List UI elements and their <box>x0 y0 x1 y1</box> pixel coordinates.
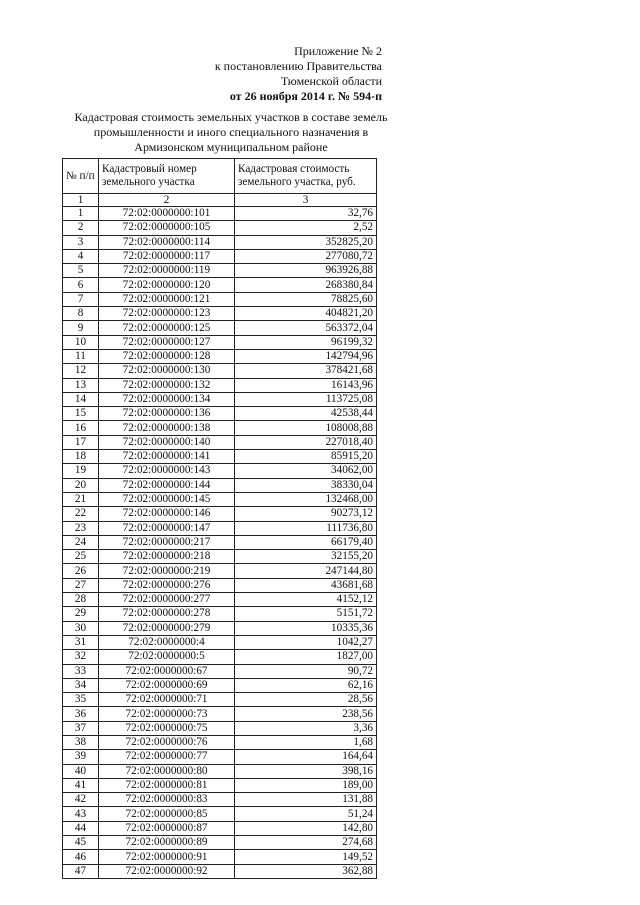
row-number: 37 <box>63 721 99 735</box>
cadastral-value: 96199,32 <box>235 335 377 349</box>
document-title <box>66 110 396 155</box>
table-row <box>63 307 377 321</box>
table-row <box>63 664 377 678</box>
row-number: 9 <box>63 321 99 335</box>
cadastral-number: 72:02:0000000:219 <box>99 564 235 578</box>
row-number: 42 <box>63 793 99 807</box>
cadastral-number: 72:02:0000000:121 <box>99 292 235 306</box>
row-number: 29 <box>63 607 99 621</box>
table-row <box>63 492 377 506</box>
table-body <box>63 207 377 879</box>
row-number: 32 <box>63 650 99 664</box>
cadastral-number: 72:02:0000000:76 <box>99 735 235 749</box>
row-number: 8 <box>63 307 99 321</box>
table-row <box>63 564 377 578</box>
cadastral-number: 72:02:0000000:134 <box>99 392 235 406</box>
cadastral-value: 90,72 <box>235 664 377 678</box>
table-row <box>63 392 377 406</box>
cadastral-value: 111736,80 <box>235 521 377 535</box>
table-row <box>63 335 377 349</box>
cadastral-value: 149,52 <box>235 850 377 864</box>
table-row <box>63 249 377 263</box>
cadastral-number: 72:02:0000000:77 <box>99 750 235 764</box>
cadastral-value: 32,76 <box>235 207 377 221</box>
cadastral-value: 78825,60 <box>235 292 377 306</box>
cadastral-number: 72:02:0000000:278 <box>99 607 235 621</box>
cadastral-number: 72:02:0000000:128 <box>99 349 235 363</box>
row-number: 6 <box>63 278 99 292</box>
cadastral-number: 72:02:0000000:71 <box>99 693 235 707</box>
table-row <box>63 707 377 721</box>
cadastral-value: 4152,12 <box>235 593 377 607</box>
table-row <box>63 550 377 564</box>
title-line-3: Армизонском муниципальном районе <box>134 140 328 154</box>
cadastral-value: 16143,96 <box>235 378 377 392</box>
row-number: 7 <box>63 292 99 306</box>
table-row <box>63 693 377 707</box>
cadastral-value: 164,64 <box>235 750 377 764</box>
row-number: 27 <box>63 578 99 592</box>
cadastral-number: 72:02:0000000:4 <box>99 635 235 649</box>
cadastral-value: 131,88 <box>235 793 377 807</box>
row-number: 38 <box>63 735 99 749</box>
cadastral-number: 72:02:0000000:279 <box>99 621 235 635</box>
row-number: 24 <box>63 535 99 549</box>
header-cadastral-number: Кадастровый номер земельного участка <box>99 159 235 194</box>
cadastral-number: 72:02:0000000:147 <box>99 521 235 535</box>
row-number: 25 <box>63 550 99 564</box>
cadastral-number: 72:02:0000000:89 <box>99 836 235 850</box>
cadastral-number: 72:02:0000000:92 <box>99 864 235 878</box>
cadastral-number: 72:02:0000000:141 <box>99 450 235 464</box>
table-row <box>63 793 377 807</box>
row-number: 46 <box>63 850 99 864</box>
row-number: 23 <box>63 521 99 535</box>
table-row <box>63 521 377 535</box>
cadastral-value: 66179,40 <box>235 535 377 549</box>
row-number: 44 <box>63 821 99 835</box>
row-number: 35 <box>63 693 99 707</box>
table-row <box>63 478 377 492</box>
row-number: 12 <box>63 364 99 378</box>
cadastral-number: 72:02:0000000:125 <box>99 321 235 335</box>
row-number: 4 <box>63 249 99 263</box>
cadastral-number: 72:02:0000000:136 <box>99 407 235 421</box>
table-row <box>63 435 377 449</box>
column-index-2: 2 <box>99 194 235 207</box>
cadastral-value: 142794,96 <box>235 349 377 363</box>
cadastral-number: 72:02:0000000:127 <box>99 335 235 349</box>
appendix-number: Приложение № 2 <box>294 44 382 58</box>
cadastral-value: 142,80 <box>235 821 377 835</box>
cadastral-value-table <box>62 158 377 879</box>
cadastral-number: 72:02:0000000:217 <box>99 535 235 549</box>
cadastral-value: 404821,20 <box>235 307 377 321</box>
table-row <box>63 593 377 607</box>
cadastral-value: 277080,72 <box>235 249 377 263</box>
table-row <box>63 321 377 335</box>
cadastral-value: 28,56 <box>235 693 377 707</box>
row-number: 47 <box>63 864 99 878</box>
cadastral-value: 189,00 <box>235 778 377 792</box>
row-number: 28 <box>63 593 99 607</box>
table-row <box>63 407 377 421</box>
cadastral-number: 72:02:0000000:144 <box>99 478 235 492</box>
cadastral-number: 72:02:0000000:132 <box>99 378 235 392</box>
row-number: 26 <box>63 564 99 578</box>
table-row <box>63 678 377 692</box>
row-number: 33 <box>63 664 99 678</box>
row-number: 22 <box>63 507 99 521</box>
cadastral-number: 72:02:0000000:101 <box>99 207 235 221</box>
cadastral-number: 72:02:0000000:145 <box>99 492 235 506</box>
row-number: 20 <box>63 478 99 492</box>
table-row <box>63 221 377 235</box>
table-row <box>63 621 377 635</box>
table-row <box>63 264 377 278</box>
cadastral-number: 72:02:0000000:120 <box>99 278 235 292</box>
column-index-row <box>63 194 377 207</box>
row-number: 30 <box>63 621 99 635</box>
appendix-resolution-ref: к постановлению Правительства <box>214 59 382 73</box>
row-number: 18 <box>63 450 99 464</box>
table-row <box>63 607 377 621</box>
cadastral-value: 268380,84 <box>235 278 377 292</box>
cadastral-number: 72:02:0000000:277 <box>99 593 235 607</box>
cadastral-number: 72:02:0000000:67 <box>99 664 235 678</box>
cadastral-number: 72:02:0000000:80 <box>99 764 235 778</box>
cadastral-value: 227018,40 <box>235 435 377 449</box>
table-row <box>63 450 377 464</box>
cadastral-number: 72:02:0000000:119 <box>99 264 235 278</box>
table-row <box>63 735 377 749</box>
column-index-3: 3 <box>235 194 377 207</box>
appendix-authority: Тюменской области <box>281 74 382 88</box>
table-row <box>63 836 377 850</box>
table-row <box>63 364 377 378</box>
cadastral-value: 238,56 <box>235 707 377 721</box>
header-cadastral-value: Кадастровая стоимость земельного участка, руб. <box>235 159 377 194</box>
row-number: 1 <box>63 207 99 221</box>
row-number: 43 <box>63 807 99 821</box>
table-row <box>63 292 377 306</box>
cadastral-number: 72:02:0000000:73 <box>99 707 235 721</box>
cadastral-value: 51,24 <box>235 807 377 821</box>
row-number: 5 <box>63 264 99 278</box>
cadastral-number: 72:02:0000000:130 <box>99 364 235 378</box>
cadastral-number: 72:02:0000000:5 <box>99 650 235 664</box>
column-index-1: 1 <box>63 194 99 207</box>
table-row <box>63 635 377 649</box>
table-row <box>63 807 377 821</box>
cadastral-number: 72:02:0000000:276 <box>99 578 235 592</box>
cadastral-number: 72:02:0000000:138 <box>99 421 235 435</box>
table-row <box>63 464 377 478</box>
row-number: 15 <box>63 407 99 421</box>
table-row <box>63 821 377 835</box>
cadastral-value: 43681,68 <box>235 578 377 592</box>
cadastral-value: 362,88 <box>235 864 377 878</box>
row-number: 16 <box>63 421 99 435</box>
table-row <box>63 421 377 435</box>
cadastral-value: 378421,68 <box>235 364 377 378</box>
cadastral-value: 132468,00 <box>235 492 377 506</box>
cadastral-value: 113725,08 <box>235 392 377 406</box>
cadastral-number: 72:02:0000000:87 <box>99 821 235 835</box>
row-number: 2 <box>63 221 99 235</box>
cadastral-number: 72:02:0000000:146 <box>99 507 235 521</box>
cadastral-value: 38330,04 <box>235 478 377 492</box>
row-number: 14 <box>63 392 99 406</box>
cadastral-number: 72:02:0000000:117 <box>99 249 235 263</box>
table-row <box>63 721 377 735</box>
cadastral-number: 72:02:0000000:83 <box>99 793 235 807</box>
cadastral-number: 72:02:0000000:91 <box>99 850 235 864</box>
cadastral-value: 1827,00 <box>235 650 377 664</box>
row-number: 36 <box>63 707 99 721</box>
table-row <box>63 378 377 392</box>
table-row <box>63 507 377 521</box>
table-row <box>63 850 377 864</box>
appendix-header <box>215 44 382 104</box>
cadastral-number: 72:02:0000000:140 <box>99 435 235 449</box>
row-number: 3 <box>63 235 99 249</box>
cadastral-number: 72:02:0000000:123 <box>99 307 235 321</box>
table-row <box>63 207 377 221</box>
table-row <box>63 535 377 549</box>
table-row <box>63 349 377 363</box>
row-number: 40 <box>63 764 99 778</box>
appendix-date: от 26 ноября 2014 г. № 594-п <box>229 89 382 103</box>
cadastral-value: 1,68 <box>235 735 377 749</box>
table-row <box>63 278 377 292</box>
row-number: 19 <box>63 464 99 478</box>
cadastral-value: 274,68 <box>235 836 377 850</box>
header-row-number: № п/п <box>63 159 99 194</box>
cadastral-value: 32155,20 <box>235 550 377 564</box>
cadastral-value: 963926,88 <box>235 264 377 278</box>
row-number: 17 <box>63 435 99 449</box>
cadastral-value: 42538,44 <box>235 407 377 421</box>
cadastral-number: 72:02:0000000:85 <box>99 807 235 821</box>
cadastral-value: 5151,72 <box>235 607 377 621</box>
cadastral-value: 398,16 <box>235 764 377 778</box>
cadastral-number: 72:02:0000000:218 <box>99 550 235 564</box>
cadastral-number: 72:02:0000000:69 <box>99 678 235 692</box>
cadastral-value: 62,16 <box>235 678 377 692</box>
table-row <box>63 650 377 664</box>
cadastral-number: 72:02:0000000:75 <box>99 721 235 735</box>
cadastral-value: 10335,36 <box>235 621 377 635</box>
cadastral-number: 72:02:0000000:105 <box>99 221 235 235</box>
row-number: 41 <box>63 778 99 792</box>
cadastral-value: 108008,88 <box>235 421 377 435</box>
cadastral-value: 247144,80 <box>235 564 377 578</box>
title-line-2: промышленности и иного специального назначения в <box>93 125 369 139</box>
table-row <box>63 764 377 778</box>
row-number: 11 <box>63 349 99 363</box>
title-line-1: Кадастровая стоимость земельных участков в составе земель <box>74 110 388 124</box>
cadastral-value: 352825,20 <box>235 235 377 249</box>
cadastral-value: 3,36 <box>235 721 377 735</box>
row-number: 10 <box>63 335 99 349</box>
table-row <box>63 235 377 249</box>
cadastral-value: 90273,12 <box>235 507 377 521</box>
table-row <box>63 864 377 878</box>
table-row <box>63 778 377 792</box>
cadastral-value: 563372,04 <box>235 321 377 335</box>
table-row <box>63 578 377 592</box>
cadastral-number: 72:02:0000000:143 <box>99 464 235 478</box>
table-row <box>63 750 377 764</box>
row-number: 21 <box>63 492 99 506</box>
cadastral-number: 72:02:0000000:114 <box>99 235 235 249</box>
row-number: 39 <box>63 750 99 764</box>
cadastral-value: 2,52 <box>235 221 377 235</box>
cadastral-value: 34062,00 <box>235 464 377 478</box>
table-header-row <box>63 159 377 194</box>
cadastral-value: 1042,27 <box>235 635 377 649</box>
cadastral-value: 85915,20 <box>235 450 377 464</box>
cadastral-number: 72:02:0000000:81 <box>99 778 235 792</box>
row-number: 34 <box>63 678 99 692</box>
row-number: 31 <box>63 635 99 649</box>
row-number: 13 <box>63 378 99 392</box>
row-number: 45 <box>63 836 99 850</box>
